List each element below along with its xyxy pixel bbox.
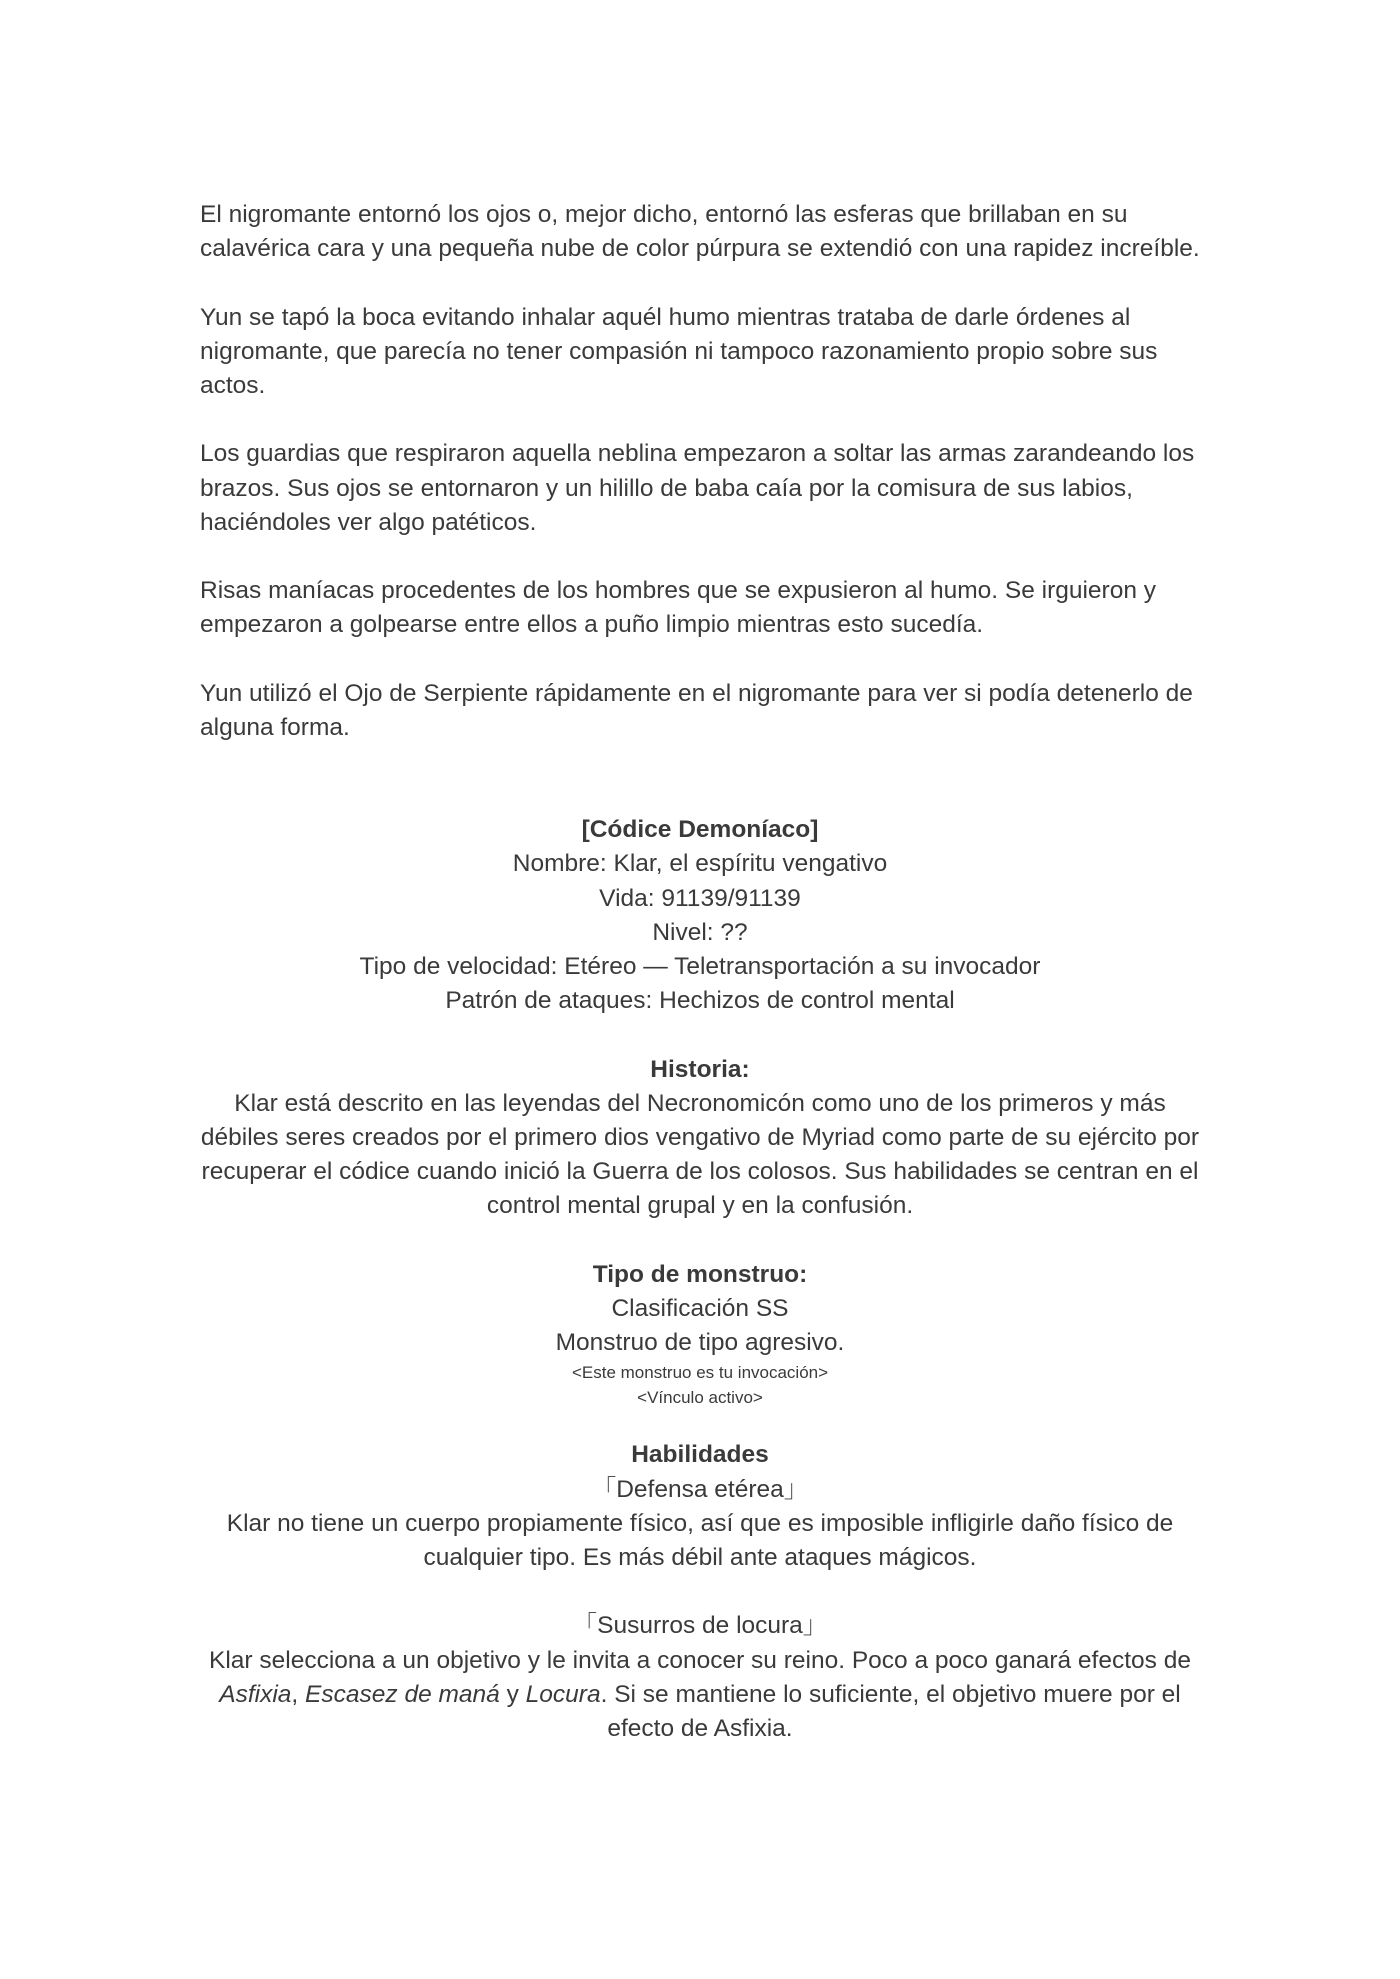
ability-1-name: 「Defensa etérea」 [591,1475,809,1503]
ability-2-text-part2: . Si se mantiene lo suficiente, el objetivo muere por el efecto de Asfixia. [600,1680,1181,1743]
effect-locura: Locura [525,1680,601,1708]
document-page [200,198,1200,1746]
codex-speed: Tipo de velocidad: Etéreo — Teletransportación a su invocador [359,953,1041,980]
ability-1-text: Klar no tiene un cuerpo propiamente físico, así que es imposible infligirle daño físico de cualquier tipo. Es más débil ante ataques mágicos. [226,1509,1174,1572]
ability-2-and: y [499,1680,526,1708]
history-heading: Historia: [650,1055,750,1083]
paragraph-1: El nigromante entornó los ojos o, mejor dicho, entornó las esferas que brillaban en su calavérica cara y una pequeña nube de color púrpura se extendió con una rapidez increíble. [200,201,1200,263]
monster-type-heading: Tipo de monstruo: [592,1260,808,1288]
ability-2-comma: , [291,1680,306,1708]
history-text: Klar está descrito en las leyendas del Necronomicón como uno de los primeros y más débiles seres creados por el primero dios vengativo de Myriad como parte de su ejército por recuperar el códice cuando inició la Guerra de los colosos. Sus habilidades se centran en el control mental grupal y en la confusión. [200,1089,1200,1220]
paragraph-2: Yun se tapó la boca evitando inhalar aquél humo mientras trataba de darle órdenes al nigromante, que parecía no tener compasión ni tampoco razonamiento propio sobre sus actos. [200,303,1158,399]
codex-life: Vida: 91139/91139 [599,884,801,912]
codex-level: Nivel: ?? [652,918,748,946]
codex-title: [Códice Demoníaco] [581,816,819,844]
ability-2-text-part1: Klar selecciona a un objetivo y le invita a conocer su reino. Poco a poco ganará efectos de [209,1646,1191,1674]
link-note: <Vínculo activo> [637,1388,763,1408]
summon-note: <Este monstruo es tu invocación> [571,1363,829,1383]
monster-aggressive: Monstruo de tipo agresivo. [555,1329,845,1357]
effect-asfixia: Asfixia [219,1680,292,1708]
codex-name: Nombre: Klar, el espíritu vengativo [512,850,888,878]
paragraph-5: Yun utilizó el Ojo de Serpiente rápidamente en el nigromante para ver si podía detenerlo de alguna forma. [200,679,1193,741]
ability-2-name: 「Susurros de locura」 [572,1612,828,1640]
monster-classification: Clasificación SS [611,1295,789,1322]
abilities-heading: Habilidades [631,1441,769,1469]
paragraph-3: Los guardias que respiraron aquella neblina empezaron a soltar las armas zarandeando los brazos. Sus ojos se entornaron y un hilillo de baba caía por la comisura de sus labios, haciéndoles ver algo patéticos. [200,440,1195,536]
paragraph-4: Risas maníacas procedentes de los hombres que se expusieron al humo. Se irguieron y empezaron a golpearse entre ellos a puño limpio mientras esto sucedía. [200,577,1157,639]
ability-2-text [200,1644,1200,1747]
codex-attacks: Patrón de ataques: Hechizos de control mental [445,987,955,1015]
demonic-codex [200,813,1200,1746]
effect-escasez: Escasez de maná [305,1680,500,1708]
